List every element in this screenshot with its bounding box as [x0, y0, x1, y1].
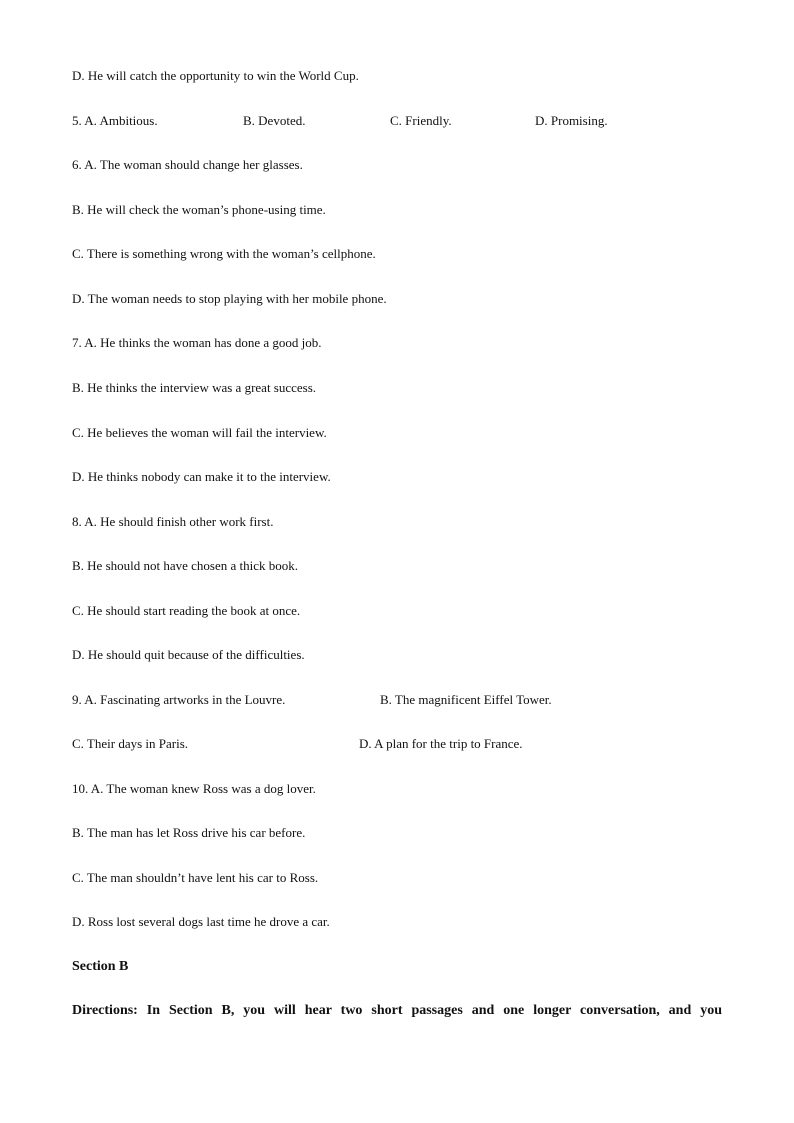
- q7-option-d: D. He thinks nobody can make it to the interview.: [72, 469, 331, 484]
- q5-option-a: 5. A. Ambitious.: [72, 113, 158, 128]
- q10-option-b: B. The man has let Ross drive his car before.: [72, 825, 306, 840]
- q6-option-b: B. He will check the woman’s phone-using time.: [72, 202, 326, 217]
- q9-option-b: B. The magnificent Eiffel Tower.: [380, 692, 552, 707]
- q9-option-c: C. Their days in Paris.: [72, 736, 189, 751]
- section-b-directions: Directions: In Section B, you will hear two short passages and one longer conversation, and you: [72, 1003, 722, 1018]
- q10-option-c: C. The man shouldn’t have lent his car to Ross.: [72, 870, 319, 885]
- q6-option-a: 6. A. The woman should change her glasses.: [72, 157, 303, 172]
- q8-option-b: B. He should not have chosen a thick book.: [72, 558, 299, 573]
- q8-option-d: D. He should quit because of the difficulties.: [72, 647, 305, 662]
- q6-option-d: D. The woman needs to stop playing with her mobile phone.: [72, 291, 387, 306]
- q10-option-a: 10. A. The woman knew Ross was a dog lover.: [72, 781, 316, 796]
- q9-option-a: 9. A. Fascinating artworks in the Louvre.: [72, 692, 286, 707]
- q7-option-a: 7. A. He thinks the woman has done a good job.: [72, 335, 322, 350]
- q4-option-d: D. He will catch the opportunity to win the World Cup.: [72, 68, 359, 83]
- q5-option-d: D. Promising.: [535, 113, 608, 128]
- q8-option-a: 8. A. He should finish other work first.: [72, 514, 274, 529]
- q5-option-b: B. Devoted.: [243, 113, 306, 128]
- q10-option-d: D. Ross lost several dogs last time he drove a car.: [72, 914, 330, 929]
- q7-option-b: B. He thinks the interview was a great success.: [72, 380, 317, 395]
- q7-option-c: C. He believes the woman will fail the interview.: [72, 425, 327, 440]
- q8-option-c: C. He should start reading the book at once.: [72, 603, 301, 618]
- q9-option-d: D. A plan for the trip to France.: [359, 736, 523, 751]
- q6-option-c: C. There is something wrong with the woman’s cellphone.: [72, 246, 376, 261]
- q5-option-c: C. Friendly.: [390, 113, 452, 128]
- section-b-heading: Section B: [72, 959, 129, 974]
